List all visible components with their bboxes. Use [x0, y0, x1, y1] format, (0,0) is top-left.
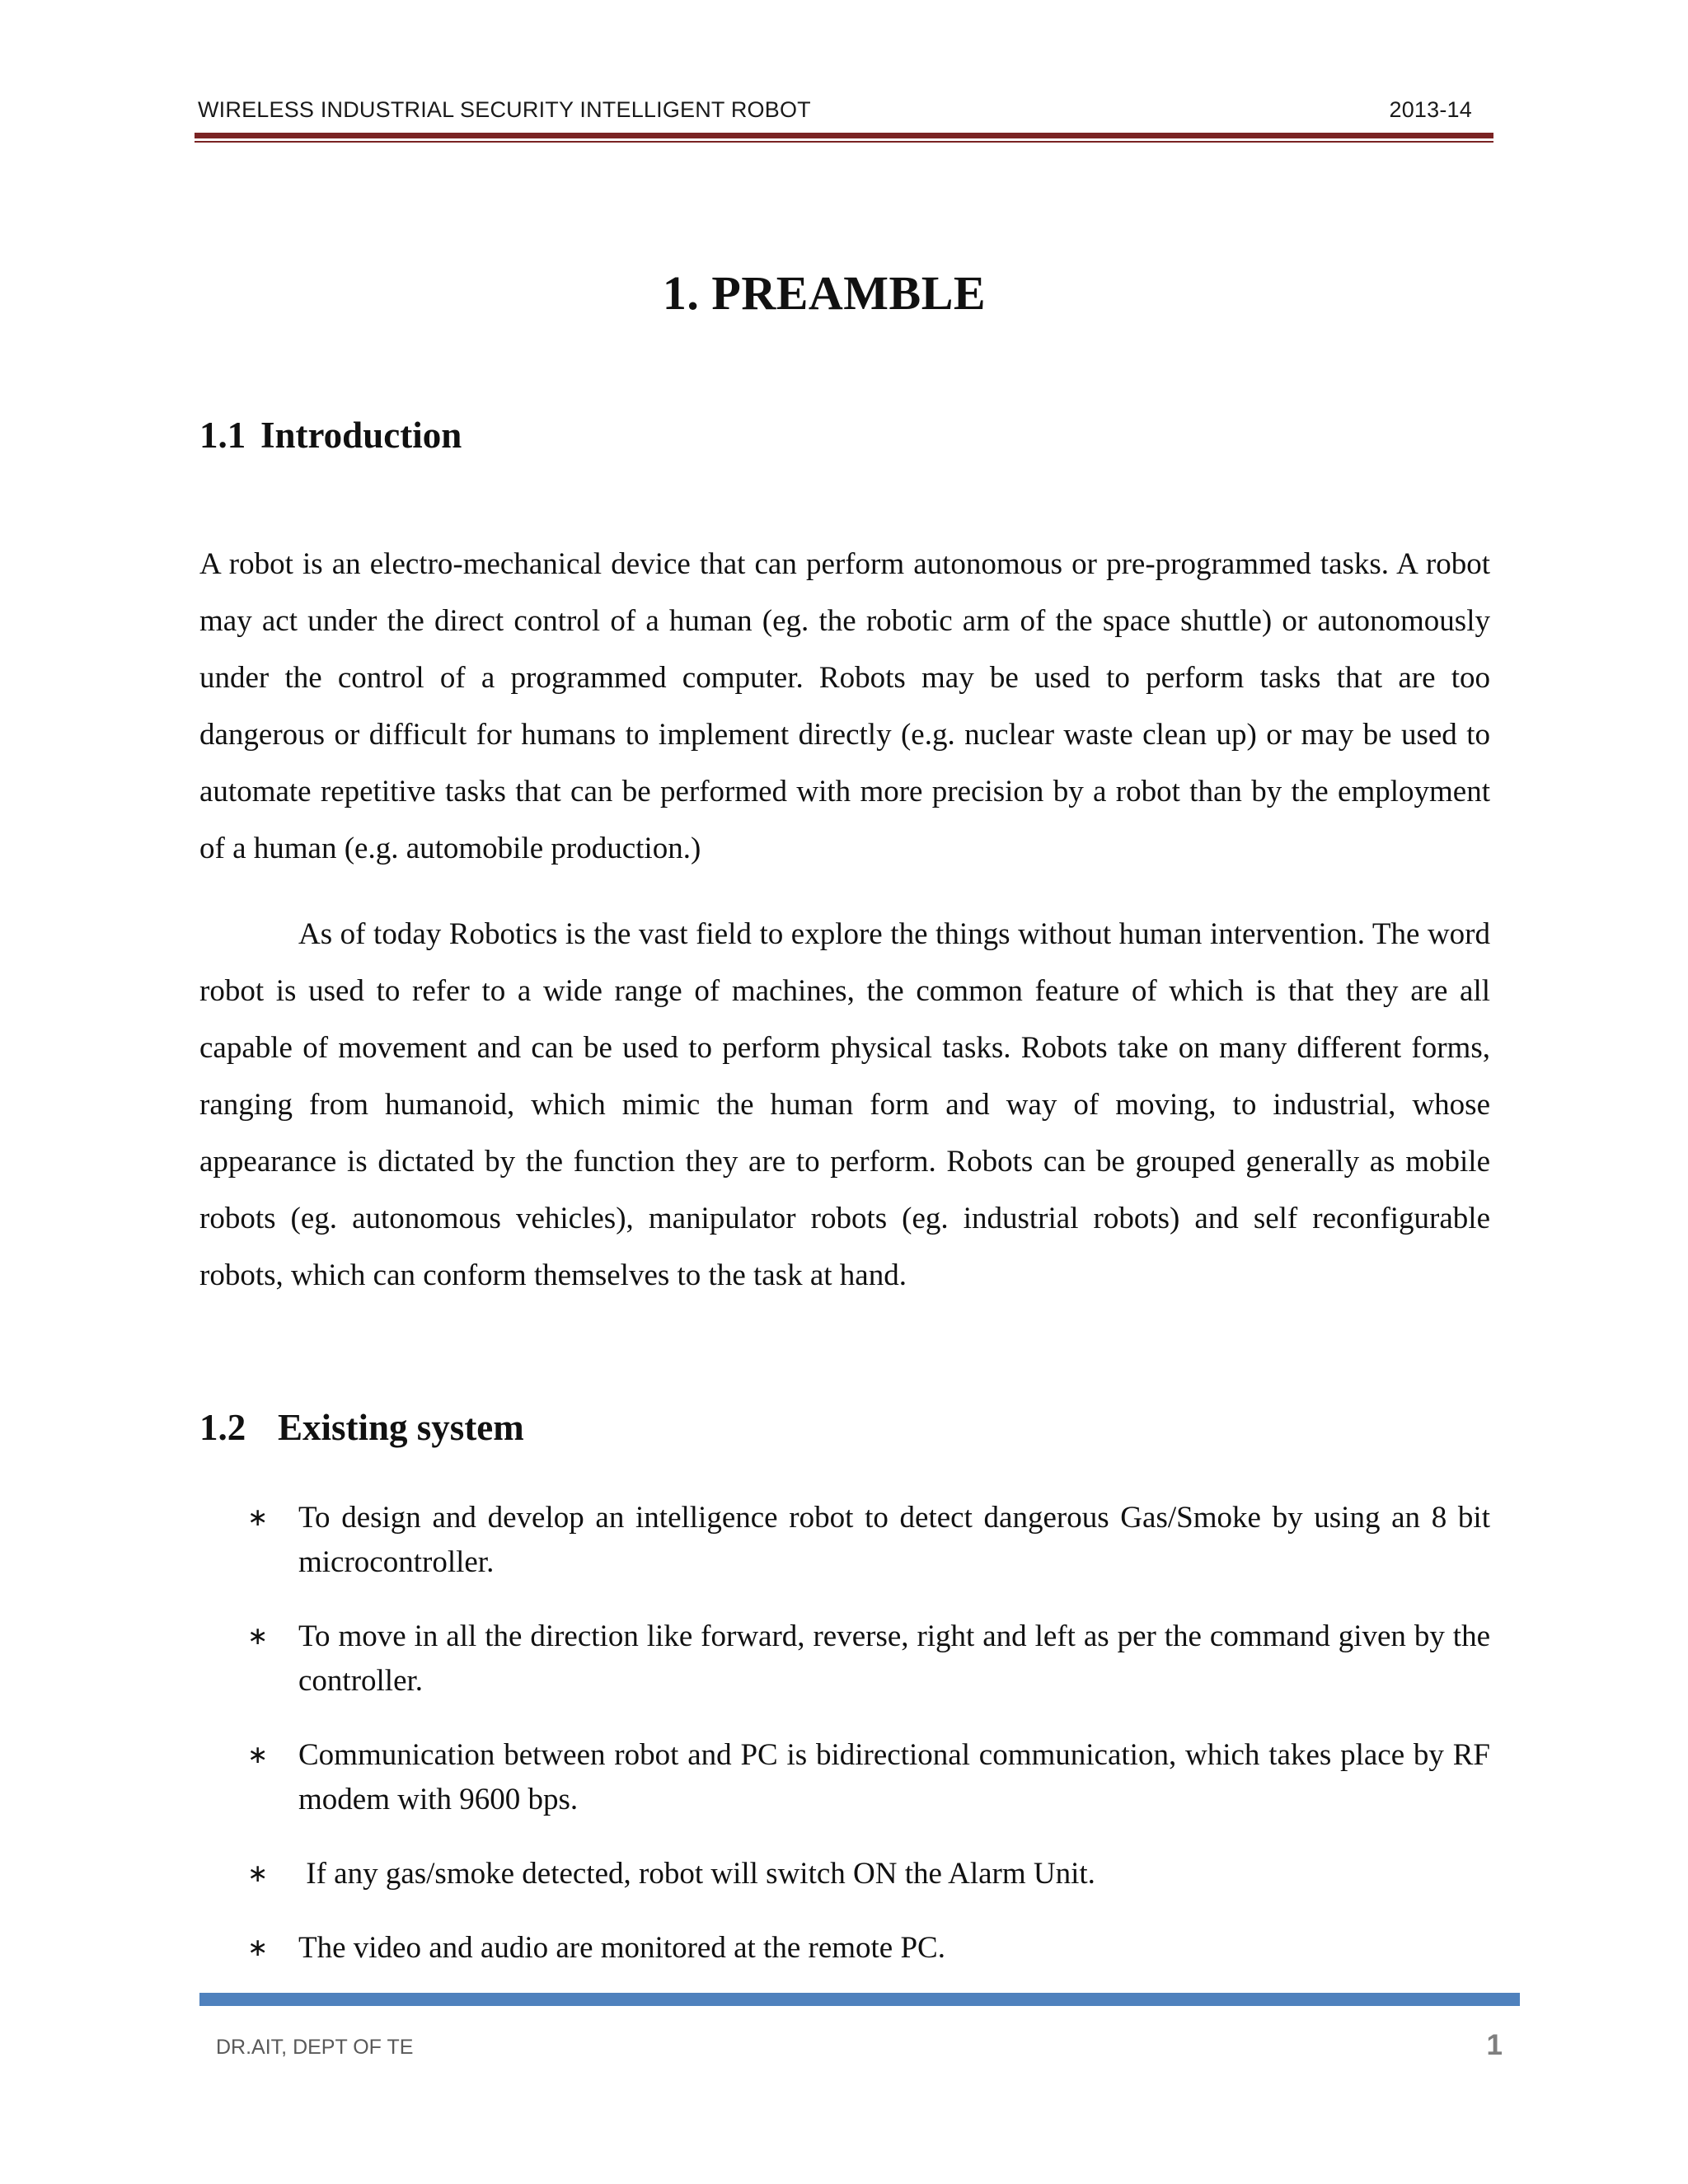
list-item: [199, 1926, 1490, 1971]
existing-system-list: [199, 1496, 1490, 2000]
list-item: [199, 1852, 1490, 1896]
intro-paragraph-2: As of today Robotics is the vast field to explore the things without human intervention. The word robot is used to refer to a wide range of machines, the common feature of which is that they are all capable of movement and can be used to perform physical tasks. Robots take on many different forms, ranging from humanoid, which mimic the human form and way of moving, to industrial, whose appearance is dictated by the function they are to perform. Robots can be grouped generally as mobile robots (eg. autonomous vehicles), manipulator robots (eg. industrial robots) and self reconfigurable robots, which can conform themselves to the task at hand.: [199, 917, 1490, 1292]
list-item-text: To move in all the direction like forward, reverse, right and left as per the command given by the controller.: [298, 1619, 1490, 1698]
list-item: [199, 1615, 1490, 1704]
page-header: [198, 97, 1493, 130]
bullet-star-icon: ∗: [247, 1622, 269, 1651]
intro-paragraph-1: A robot is an electro-mechanical device that can perform autonomous or pre-programmed tasks. A robot may act under the direct control of a human (eg. the robotic arm of the space shuttle) or autonomously under the control of a programmed computer. Robots may be used to perform tasks that are too dangerous or difficult for humans to implement directly (e.g. nuclear waste clean up) or may be used to automate repetitive tasks that can be performed with more precision by a robot than by the employment of a human (e.g. automobile production.): [199, 547, 1490, 865]
section-heading-existing-system: [199, 1406, 524, 1449]
section-heading-introduction: [199, 414, 462, 457]
list-item-text: Communication between robot and PC is bidirectional communication, which takes place by RF modem with 9600 bps.: [298, 1738, 1490, 1816]
list-item-text: If any gas/smoke detected, robot will switch ON the Alarm Unit.: [298, 1857, 1095, 1891]
header-title: WIRELESS INDUSTRIAL SECURITY INTELLIGENT ROBOT: [198, 97, 811, 122]
header-year: 2013-14: [1389, 97, 1472, 122]
section-number: 1.1: [199, 415, 246, 456]
list-item: [199, 1496, 1490, 1585]
list-item-text: The video and audio are monitored at the remote PC.: [298, 1931, 945, 1965]
bullet-star-icon: ∗: [247, 1933, 269, 1962]
section-title: Introduction: [260, 415, 462, 456]
list-item: [199, 1733, 1490, 1822]
list-item-text: To design and develop an intelligence robot to detect dangerous Gas/Smoke by using an 8 bit microcontroller.: [298, 1501, 1490, 1579]
bullet-star-icon: ∗: [247, 1741, 269, 1769]
page-number: 1: [1486, 2029, 1503, 2061]
section-title: Existing system: [278, 1407, 524, 1448]
bullet-star-icon: ∗: [247, 1859, 269, 1888]
header-rule: [195, 133, 1493, 138]
section-number: 1.2: [199, 1407, 246, 1448]
footer-rule: [199, 1993, 1520, 2006]
footer-department: DR.AIT, DEPT OF TE: [216, 2036, 414, 2059]
bullet-star-icon: ∗: [247, 1503, 269, 1532]
chapter-title: 1. PREAMBLE: [662, 266, 987, 320]
header-rule-thin: [195, 141, 1493, 143]
